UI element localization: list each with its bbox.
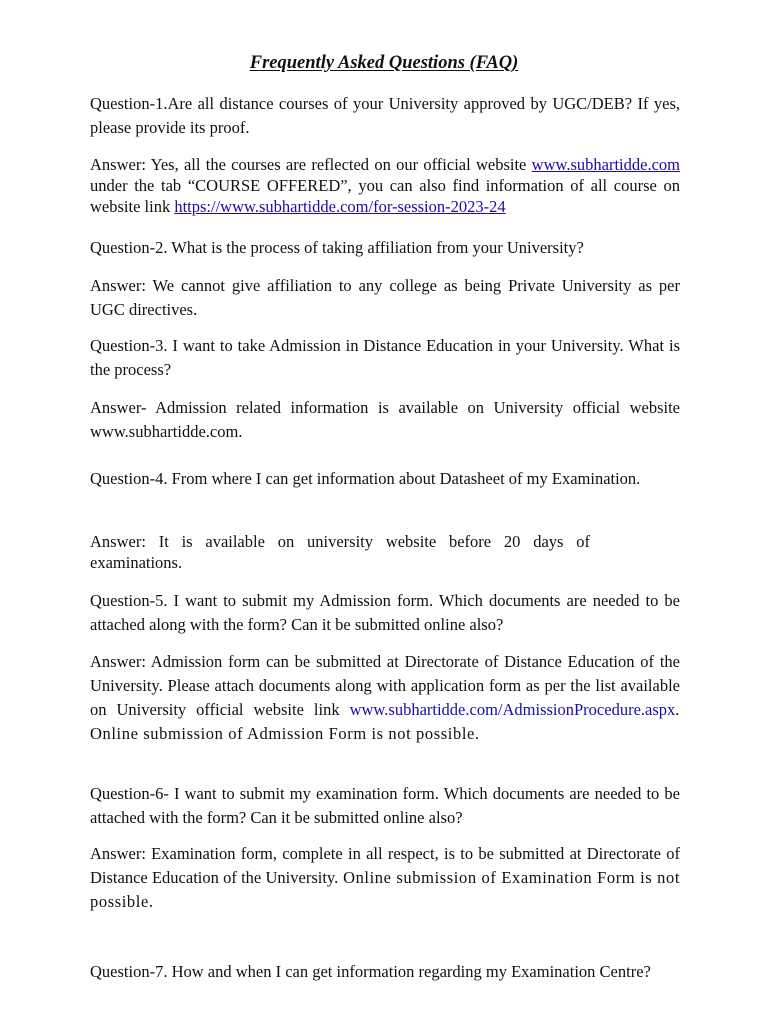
question-2: Question-2. What is the process of taking affiliation from your University? bbox=[90, 238, 584, 257]
question-7: Question-7. How and when I can get information regarding my Examination Centre? bbox=[90, 962, 651, 981]
question-3: Question-3. I want to take Admission in Distance Education in your University. What is the process? bbox=[90, 336, 680, 379]
answer-2: Answer: We cannot give affiliation to any college as being Private University as per UGC directives. bbox=[90, 276, 680, 319]
answer-6-suffix-text: Online submission of Examination Form is not possible. bbox=[90, 868, 681, 911]
session-2023-24-link[interactable]: https://www.subhartidde.com/for-session-2023-24 bbox=[174, 197, 506, 216]
question-1: Question-1.Are all distance courses of your University approved by UGC/DEB? If yes, please provide its proof. bbox=[90, 94, 680, 137]
answer-1-text: Answer: Yes, all the courses are reflected on our official website bbox=[90, 155, 527, 174]
question-5: Question-5. I want to submit my Admission form. Which documents are needed to be attached along with the form? Can it be submitted online also? bbox=[90, 591, 680, 634]
answer-5 bbox=[90, 650, 680, 746]
answer-5-suffix-text: . Online submission of Admission Form is not possible. bbox=[90, 700, 680, 743]
answer-6 bbox=[90, 842, 680, 914]
answer-4: Answer: It is available on university website before 20 days of examinations. bbox=[90, 532, 590, 572]
answer-6-text: Answer: Examination form, complete in all respect, is to be submitted at Directorate of Distance Education of the University. bbox=[90, 844, 680, 887]
page-title: Frequently Asked Questions (FAQ) bbox=[249, 53, 519, 73]
answer-5-text: Answer: Admission form can be submitted at Directorate of Distance Education of the University. Please attach documents along with application form as per the list available on University official website link bbox=[90, 652, 680, 719]
admission-procedure-link[interactable]: www.subhartidde.com/AdmissionProcedure.aspx bbox=[349, 700, 676, 719]
answer-1 bbox=[90, 154, 680, 217]
question-6: Question-6- I want to submit my examination form. Which documents are needed to be attached with the form? Can it be submitted online also? bbox=[90, 784, 680, 827]
subhartidde-website-link[interactable]: www.subhartidde.com bbox=[531, 155, 680, 174]
answer-3: Answer- Admission related information is available on University official website www.subhartidde.com. bbox=[90, 398, 680, 441]
question-4: Question-4. From where I can get information about Datasheet of my Examination. bbox=[90, 469, 641, 488]
answer-1-middle-text: under the tab “COURSE OFFERED”, you can also find information of all course on website link bbox=[90, 176, 680, 216]
